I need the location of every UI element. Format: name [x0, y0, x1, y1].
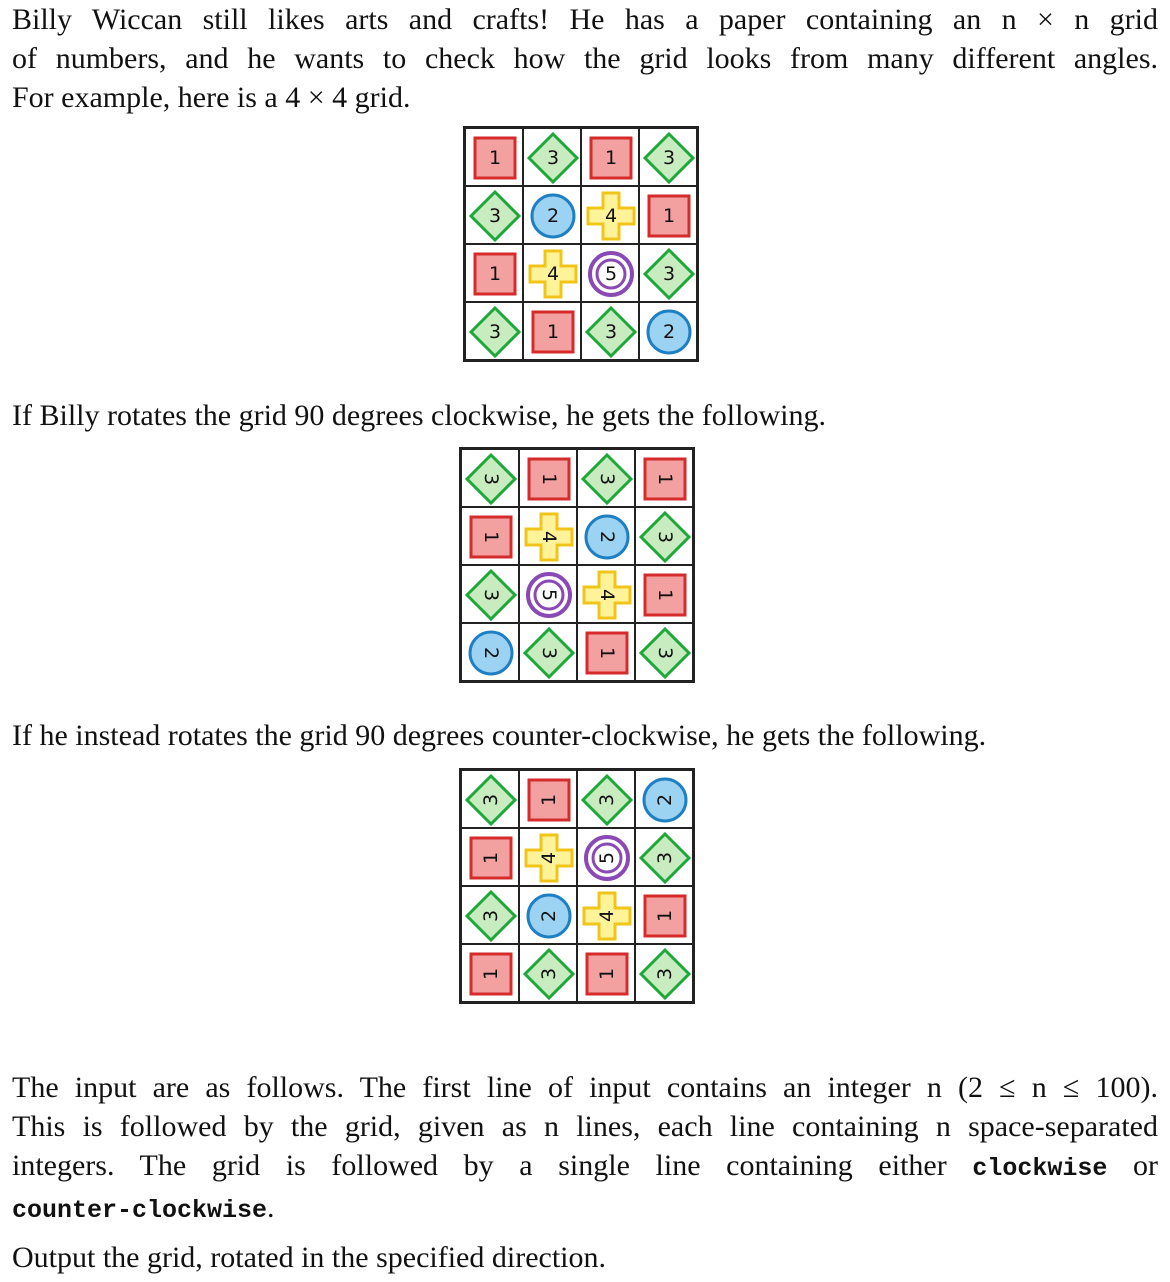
- grid-cell: [519, 770, 577, 828]
- diamond-shape: [582, 303, 639, 360]
- square-shape: [466, 245, 523, 302]
- grid-cell: [577, 944, 635, 1002]
- grid-cell: [635, 449, 693, 507]
- cell-value: 1: [538, 793, 560, 807]
- grid-cell: [577, 828, 635, 886]
- cell-value: 1: [538, 472, 560, 486]
- cell-value: 4: [538, 530, 560, 544]
- grid-cell: [461, 623, 519, 681]
- grid-cell: [519, 449, 577, 507]
- cell-value: 3: [480, 793, 502, 807]
- grid-cell: [461, 507, 519, 565]
- grid-cell: [461, 944, 519, 1002]
- cell-value: 3: [604, 321, 618, 343]
- diamond-shape: [524, 129, 581, 186]
- cell-value: 1: [480, 851, 502, 865]
- cell-value: 3: [654, 851, 676, 865]
- cell-value: 4: [596, 909, 618, 923]
- grid-cell: [519, 623, 577, 681]
- plus-shape: [582, 187, 639, 244]
- grid-cell: [577, 565, 635, 623]
- cell-value: 3: [654, 967, 676, 981]
- plus-shape: [520, 508, 577, 565]
- diamond-shape: [520, 945, 577, 1002]
- input-line-2: This is followed by the grid, given as n lines, each line containing n space-separated: [12, 1110, 1158, 1143]
- circle-shape: [462, 624, 519, 681]
- keyword-counter-clockwise: counter-clockwise: [12, 1196, 268, 1225]
- grid-cell: [465, 186, 523, 244]
- circle-shape: [578, 508, 635, 565]
- grid-cell: [639, 302, 697, 360]
- cell-value: 3: [488, 205, 502, 227]
- grid-cell: [635, 507, 693, 565]
- cell-value: 2: [480, 646, 502, 660]
- cell-value: 1: [546, 321, 560, 343]
- cell-value: 3: [480, 588, 502, 602]
- plus-shape: [578, 887, 635, 944]
- input-line-1: The input are as follows. The first line of input contains an integer n (2 ≤ n ≤ 100).: [12, 1071, 1158, 1104]
- grid-cell: [465, 128, 523, 186]
- grid-cell: [635, 828, 693, 886]
- cell-value: 3: [480, 472, 502, 486]
- cell-value: 1: [480, 967, 502, 981]
- intro-line-3: For example, here is a 4 × 4 grid.: [12, 81, 411, 114]
- cell-value: 2: [546, 205, 560, 227]
- cell-value: 1: [654, 472, 676, 486]
- cell-value: 4: [604, 205, 618, 227]
- diamond-shape: [640, 245, 697, 302]
- grid-cell: [635, 565, 693, 623]
- square-shape: [524, 303, 581, 360]
- grid-cell: [465, 244, 523, 302]
- square-shape: [578, 624, 635, 681]
- intro-line-2: of numbers, and he wants to check how the grid looks from many different angles.: [12, 42, 1158, 75]
- cell-value: 1: [488, 263, 502, 285]
- cell-value: 2: [596, 530, 618, 544]
- square-shape: [636, 450, 693, 507]
- grid-cell: [465, 302, 523, 360]
- cell-value: 4: [546, 263, 560, 285]
- diamond-shape: [636, 624, 693, 681]
- clockwise-grid: [459, 447, 695, 683]
- grid-cell: [461, 828, 519, 886]
- circle-shape: [520, 887, 577, 944]
- cell-value: 1: [654, 588, 676, 602]
- plus-shape: [578, 566, 635, 623]
- grid-cell: [581, 302, 639, 360]
- cell-value: 2: [538, 909, 560, 923]
- grid-cell: [519, 507, 577, 565]
- circle-shape: [524, 187, 581, 244]
- grid-cell: [519, 828, 577, 886]
- square-shape: [636, 566, 693, 623]
- diamond-shape: [462, 771, 519, 828]
- ring-shape: [582, 245, 639, 302]
- intro-paragraph: [12, 0, 1158, 117]
- cell-value: 1: [662, 205, 676, 227]
- input-line-4-period: .: [267, 1191, 275, 1224]
- square-shape: [520, 771, 577, 828]
- cell-value: 3: [480, 909, 502, 923]
- cell-value: 3: [654, 530, 676, 544]
- cell-value: 1: [604, 147, 618, 169]
- input-description: [12, 1068, 1158, 1230]
- grid-cell: [577, 623, 635, 681]
- square-shape: [578, 945, 635, 1002]
- input-line-4: [12, 1188, 1158, 1230]
- diamond-shape: [520, 624, 577, 681]
- ring-shape: [520, 566, 577, 623]
- square-shape: [520, 450, 577, 507]
- caption-counter-clockwise: If he instead rotates the grid 90 degrees counter-clockwise, he gets the following.: [12, 719, 987, 752]
- cell-value: 4: [538, 851, 560, 865]
- grid-cell: [461, 565, 519, 623]
- cell-value: 3: [596, 472, 618, 486]
- input-line-3: [12, 1146, 1158, 1188]
- grid-cell: [577, 886, 635, 944]
- grid-cell: [523, 244, 581, 302]
- grid-cell: [519, 886, 577, 944]
- keyword-clockwise: clockwise: [972, 1154, 1108, 1183]
- cell-value: 3: [596, 793, 618, 807]
- diamond-shape: [636, 829, 693, 886]
- square-shape: [462, 829, 519, 886]
- grid-cell: [581, 128, 639, 186]
- diamond-shape: [578, 450, 635, 507]
- square-shape: [640, 187, 697, 244]
- plus-shape: [520, 829, 577, 886]
- cell-value: 5: [538, 588, 560, 602]
- cell-value: 1: [596, 646, 618, 660]
- caption-clockwise: If Billy rotates the grid 90 degrees clockwise, he gets the following.: [12, 399, 826, 432]
- input-line-3-or: or: [1133, 1149, 1159, 1182]
- diamond-shape: [462, 566, 519, 623]
- cell-value: 3: [488, 321, 502, 343]
- diamond-shape: [578, 771, 635, 828]
- grid-cell: [635, 623, 693, 681]
- plus-shape: [524, 245, 581, 302]
- grid-cell: [639, 128, 697, 186]
- output-description: Output the grid, rotated in the specified direction.: [12, 1241, 606, 1274]
- diamond-shape: [636, 508, 693, 565]
- counter-clockwise-grid: [459, 768, 695, 1004]
- diamond-shape: [636, 945, 693, 1002]
- square-shape: [462, 945, 519, 1002]
- cell-value: 3: [662, 263, 676, 285]
- cell-value: 1: [488, 147, 502, 169]
- diamond-shape: [462, 450, 519, 507]
- grid-cell: [639, 186, 697, 244]
- cell-value: 3: [538, 646, 560, 660]
- diamond-shape: [466, 187, 523, 244]
- circle-shape: [640, 303, 697, 360]
- square-shape: [462, 508, 519, 565]
- grid-cell: [461, 449, 519, 507]
- square-shape: [466, 129, 523, 186]
- grid-cell: [519, 944, 577, 1002]
- diamond-shape: [462, 887, 519, 944]
- cell-value: 5: [596, 851, 618, 865]
- grid-cell: [581, 186, 639, 244]
- diamond-shape: [640, 129, 697, 186]
- ring-shape: [578, 829, 635, 886]
- grid-cell: [577, 770, 635, 828]
- grid-cell: [635, 770, 693, 828]
- grid-cell: [523, 186, 581, 244]
- cell-value: 3: [654, 646, 676, 660]
- grid-cell: [639, 244, 697, 302]
- square-shape: [582, 129, 639, 186]
- cell-value: 1: [654, 909, 676, 923]
- cell-value: 2: [654, 793, 676, 807]
- diamond-shape: [466, 303, 523, 360]
- grid-cell: [581, 244, 639, 302]
- cell-value: 2: [662, 321, 676, 343]
- grid-cell: [519, 565, 577, 623]
- grid-cell: [635, 886, 693, 944]
- circle-shape: [636, 771, 693, 828]
- original-grid: [463, 126, 699, 362]
- cell-value: 4: [596, 588, 618, 602]
- grid-cell: [461, 770, 519, 828]
- cell-value: 5: [604, 263, 618, 285]
- cell-value: 3: [538, 967, 560, 981]
- grid-cell: [523, 302, 581, 360]
- grid-cell: [523, 128, 581, 186]
- cell-value: 3: [662, 147, 676, 169]
- grid-cell: [635, 944, 693, 1002]
- grid-cell: [461, 886, 519, 944]
- intro-line-1: Billy Wiccan still likes arts and crafts! He has a paper containing an n × n grid: [12, 3, 1158, 36]
- cell-value: 1: [480, 530, 502, 544]
- input-line-3-text: integers. The grid is followed by a single line containing either: [12, 1149, 947, 1182]
- grid-cell: [577, 507, 635, 565]
- grid-cell: [577, 449, 635, 507]
- square-shape: [636, 887, 693, 944]
- cell-value: 1: [596, 967, 618, 981]
- cell-value: 3: [546, 147, 560, 169]
